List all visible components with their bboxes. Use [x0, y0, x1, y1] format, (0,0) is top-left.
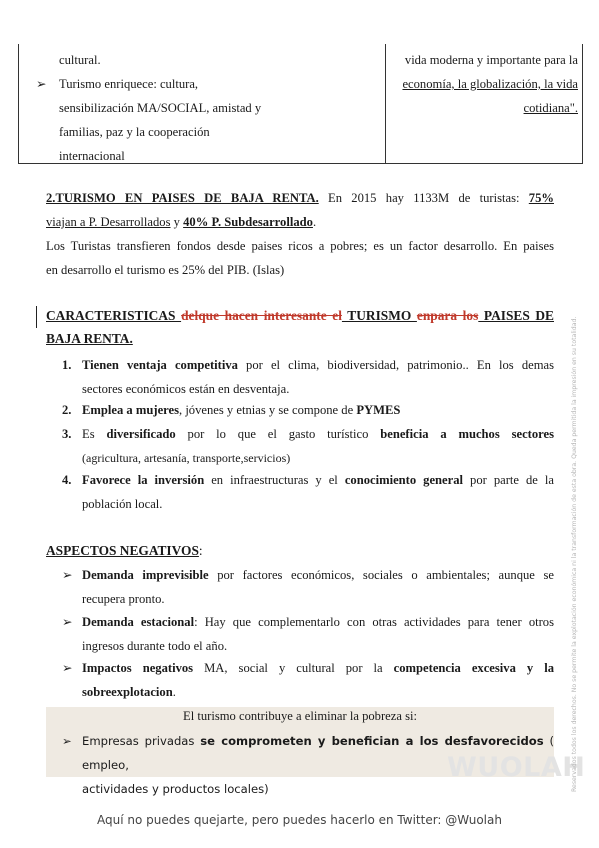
wuolah-watermark-logo: WUOLAH [447, 752, 586, 783]
table-right-line: vida moderna y importante para la [404, 53, 578, 67]
table-divider [385, 44, 386, 163]
arrow-bullet-icon: ➢ [62, 615, 73, 629]
table-right-line: cotidiana". [523, 101, 578, 115]
list-item: 1. Tienen ventaja competitiva por el clima, biodiversidad, patrimonio.. En los demas sectores económicos están en desventaja. [62, 358, 554, 396]
caracteristicas-heading-line2: BAJA RENTA. [46, 331, 133, 346]
caracteristicas-heading: CARACTERISTICAS delque hacen interesante el TURISMO enpara los PAISES DE [46, 308, 554, 323]
deleted-text: enpara los [416, 308, 479, 323]
change-bar [36, 306, 37, 328]
section2-line1: 2.TURISMO EN PAISES DE BAJA RENTA. En 2015 hay 1133M de turistas: 75% [46, 191, 554, 205]
list-item: ➢ Empresas privadas se comprometen y benefician a los desfavorecidos ( empleo, actividades y productos locales) [62, 729, 554, 801]
pobreza-heading: El turismo contribuye a eliminar la pobreza si: [183, 709, 417, 723]
section2-line2: viajan a P. Desarrollados y 40% P. Subdesarrollado. [46, 215, 317, 229]
deleted-text: delque hacen interesante el [181, 308, 342, 323]
list-item: 2. Emplea a mujeres, jóvenes y etnias y se compone de PYMES [62, 403, 401, 417]
table-row: ➢ Turismo enriquece: cultura, [59, 72, 349, 96]
negativos-heading: ASPECTOS NEGATIVOS: [46, 543, 203, 558]
table-row: cultural. [59, 53, 101, 67]
list-item: ➢ Demanda imprevisible por factores económicos, sociales o ambientales; aunque se recupera pronto. [62, 563, 554, 611]
copyright-side-text: Reservados todos los derechos. No se permite la explotación económica ni la transformación de esta obra. Queda permitida la impresión en su totalidad. [571, 316, 578, 792]
list-item: ➢ Demanda estacional: Hay que complementarlo con otras actividades para tener otros ingresos durante todo el año. [62, 610, 554, 658]
table-right-line: economía, la globalización, la vida [402, 77, 578, 91]
section2-line4: en desarrollo el turismo es 25% del PIB. (Islas) [46, 263, 285, 277]
table-left-column [36, 48, 349, 168]
section2-title: 2.TURISMO EN PAISES DE BAJA RENTA. [46, 191, 319, 205]
table-row: sensibilización MA/SOCIAL, amistad y [59, 101, 262, 115]
arrow-bullet-icon: ➢ [62, 661, 73, 675]
list-item: 3. Es diversificado por lo que el gasto turístico beneficia a muchos sectores (agricultura, artesanía, transporte,servicios) [62, 427, 554, 465]
list-item: 4. Favorece la inversión en infraestructuras y el conocimiento general por parte de la población local. [62, 473, 554, 511]
arrow-bullet-icon: ➢ [36, 77, 47, 91]
footer-text: Aquí no puedes quejarte, pero puedes hacerlo en Twitter: @Wuolah [97, 813, 502, 827]
section2-line3: Los Turistas transfieren fondos desde paises ricos a pobres; es un factor desarrollo. En paises [46, 239, 554, 253]
list-item: ➢ Impactos negativos MA, social y cultural por la competencia excesiva y la sobreexplotacion. [62, 656, 554, 704]
table-right-column [389, 48, 578, 120]
comparison-table [18, 44, 583, 164]
arrow-bullet-icon: ➢ [62, 568, 73, 582]
table-row: familias, paz y la cooperación [59, 125, 210, 139]
table-row: internacional [59, 149, 125, 163]
arrow-bullet-icon: ➢ [62, 734, 72, 748]
